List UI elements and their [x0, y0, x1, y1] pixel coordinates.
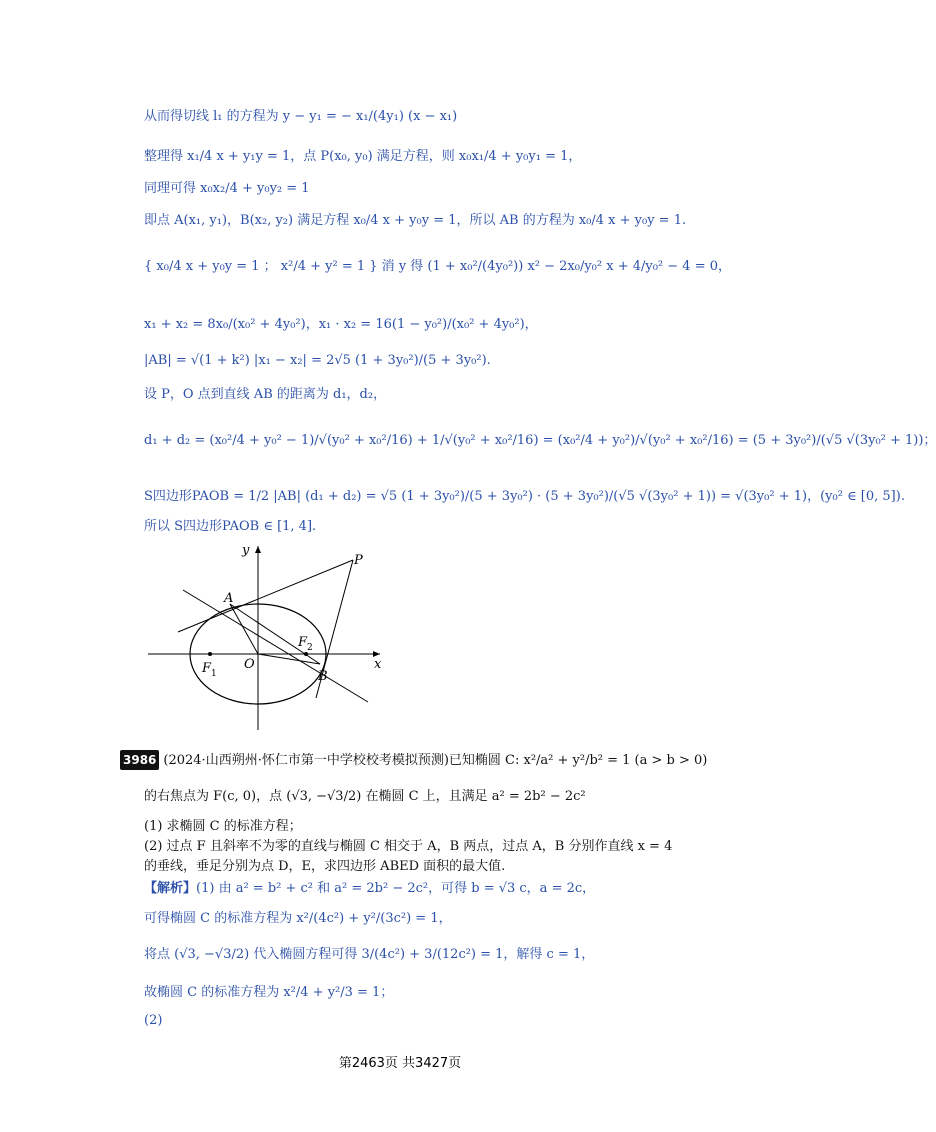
focus-f1	[208, 652, 212, 656]
label-o: O	[244, 657, 255, 672]
label-f2: F	[298, 635, 308, 650]
problem-source: (2024·山西朔州·怀仁市第一中学校校考模拟预测)已知椭圆 C: x²/a² + y²/b² = 1 (a > b > 0)	[163, 753, 708, 768]
solution-line-9: d₁ + d₂ = (x₀²/4 + y₀² − 1)/√(y₀² + x₀²/16) + 1/√(y₀² + x₀²/16) = (x₀²/4 + y₀²)/√(y₀² + x₀²/16) = (5 + 3y₀²)/(√5 √(3y₀² + 1))；	[144, 433, 936, 448]
label-f2-sub: 2	[307, 643, 313, 653]
solution-line-8: 设 P，O 点到直线 AB 的距离为 d₁，d₂，	[144, 387, 387, 402]
analysis-line-3: 将点 (√3, −√3/2) 代入椭圆方程可得 3/(4c²) + 3/(12c²) = 1，解得 c = 1，	[144, 947, 595, 962]
y-axis-arrow	[255, 546, 261, 553]
label-a: A	[224, 591, 234, 606]
analysis-line-5: (2)	[144, 1013, 163, 1028]
segment-oa	[230, 604, 258, 654]
label-p: P	[354, 553, 363, 568]
solution-line-3: 同理可得 x₀x₂/4 + y₀y₂ = 1	[144, 181, 310, 196]
label-x: x	[374, 657, 382, 672]
solution-line-1: 从而得切线 l₁ 的方程为 y − y₁ = − x₁/(4y₁) (x − x₁)	[144, 109, 458, 124]
tangent-line-pa	[178, 560, 353, 632]
question-2a: (2) 过点 F 且斜率不为零的直线与椭圆 C 相交于 A，B 两点，过点 A，B 分别作直线 x = 4	[144, 839, 673, 854]
problem-line-2: 的右焦点为 F(c, 0)，点 (√3, −√3/2) 在椭圆 C 上，且满足 a² = 2b² − 2c²	[144, 789, 586, 804]
solution-line-6: x₁ + x₂ = 8x₀/(x₀² + 4y₀²)，x₁ · x₂ = 16(1 − y₀²)/(x₀² + 4y₀²)，	[144, 317, 538, 332]
problem-line-1	[120, 750, 707, 770]
label-b: B	[318, 669, 328, 684]
analysis-line-2: 可得椭圆 C 的标准方程为 x²/(4c²) + y²/(3c²) = 1，	[144, 911, 452, 926]
analysis-label: 【解析】	[144, 881, 197, 896]
label-y: y	[242, 543, 250, 558]
problem-number-badge: 3986	[120, 750, 159, 770]
page-footer: 第2463页 共3427页	[338, 1056, 462, 1071]
solution-line-5: { x₀/4 x + y₀y = 1 ； x²/4 + y² = 1 } 消 y 得 (1 + x₀²/(4y₀²)) x² − 2x₀/y₀² x + 4/y₀² − 4 = 0，	[144, 259, 731, 274]
solution-line-4: 即点 A(x₁, y₁)，B(x₂, y₂) 满足方程 x₀/4 x + y₀y = 1，所以 AB 的方程为 x₀/4 x + y₀y = 1.	[144, 213, 687, 228]
segment-ob	[258, 654, 320, 664]
analysis-line-4: 故椭圆 C 的标准方程为 x²/4 + y²/3 = 1；	[144, 985, 394, 1000]
analysis-text-1: (1) 由 a² = b² + c² 和 a² = 2b² − 2c²，可得 b = √3 c，a = 2c，	[196, 881, 596, 896]
solution-line-7: |AB| = √(1 + k²) |x₁ − x₂| = 2√5 (1 + 3y₀²)/(5 + 3y₀²).	[144, 353, 491, 368]
analysis-line-1	[144, 880, 595, 898]
question-2b: 的垂线，垂足分别为点 D，E，求四边形 ABED 面积的最大值.	[144, 859, 506, 874]
ellipse-diagram	[148, 542, 388, 732]
question-1: (1) 求椭圆 C 的标准方程；	[144, 819, 302, 834]
solution-line-2: 整理得 x₁/4 x + y₁y = 1，点 P(x₀, y₀) 满足方程，则 x₀x₁/4 + y₀y₁ = 1，	[144, 149, 582, 164]
label-f1: F	[202, 661, 212, 676]
label-f1-sub: 1	[211, 669, 217, 679]
solution-line-10: S四边形PAOB = 1/2 |AB| (d₁ + d₂) = √5 (1 + 3y₀²)/(5 + 3y₀²) · (5 + 3y₀²)/(√5 √(3y₀² + 1)) = √(3y₀² + 1)，(y₀² ∈ [0, 5]).	[144, 489, 905, 504]
solution-line-11: 所以 S四边形PAOB ∈ [1, 4].	[144, 519, 317, 534]
